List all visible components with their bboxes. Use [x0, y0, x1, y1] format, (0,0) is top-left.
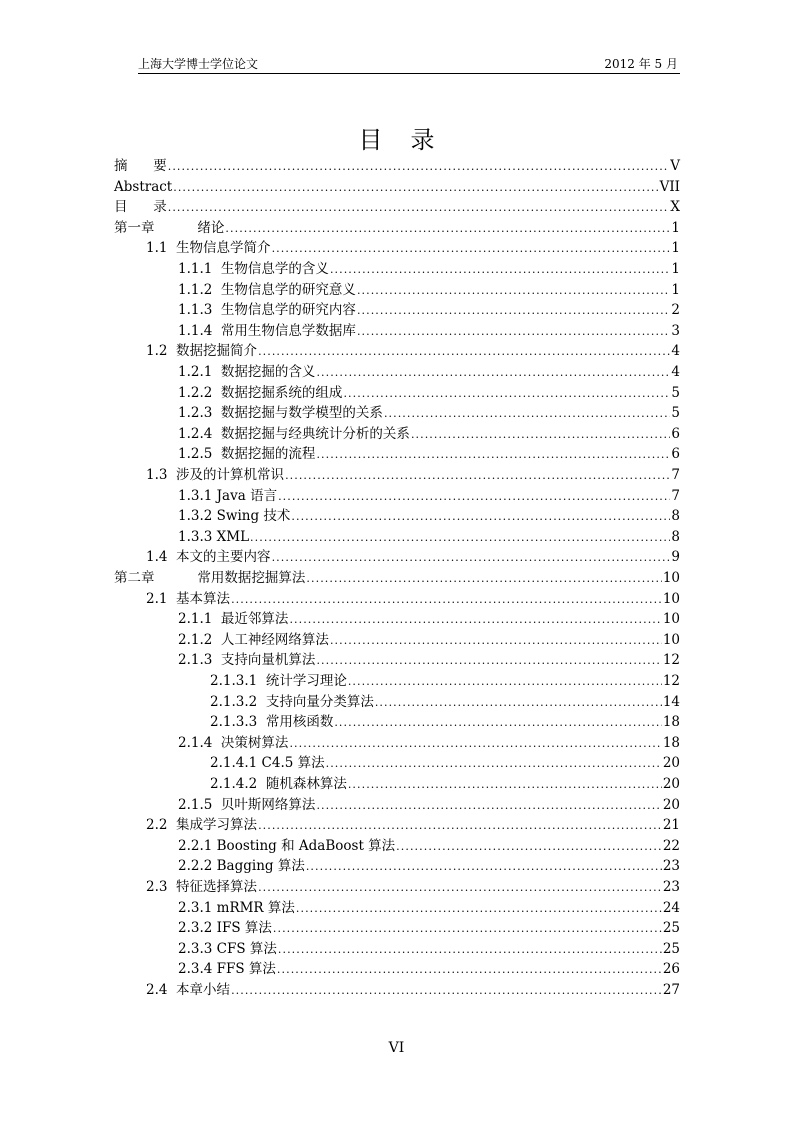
toc-entry-page: 3 — [671, 322, 680, 339]
toc-entry[interactable] — [178, 383, 680, 403]
toc-entry-page: 24 — [662, 899, 680, 916]
toc-entry-page: 2 — [671, 302, 680, 319]
toc-entry-page: 25 — [662, 940, 680, 957]
toc-entry-label: 2.1.5 贝叶斯网络算法 — [178, 796, 316, 813]
toc-entry[interactable] — [178, 486, 680, 506]
toc-entry-label: 摘 要 — [114, 158, 167, 174]
toc-leader-dots — [375, 692, 662, 713]
toc-leader-dots — [168, 156, 670, 177]
toc-entry[interactable] — [114, 218, 680, 238]
toc-entry-page: 23 — [662, 858, 680, 875]
toc-entry[interactable] — [178, 259, 680, 279]
toc-leader-dots — [231, 980, 662, 1001]
toc-leader-dots — [316, 795, 661, 816]
toc-leader-dots — [277, 959, 662, 980]
toc-leader-dots — [231, 589, 662, 610]
toc-entry-page: 18 — [662, 714, 680, 731]
toc-entry-label: 第二章 常用数据挖掘算法 — [114, 570, 306, 586]
toc-entry-page: 7 — [671, 487, 680, 504]
toc-entry[interactable] — [178, 650, 680, 670]
toc-leader-dots — [396, 836, 662, 857]
toc-leader-dots — [357, 321, 670, 342]
toc-entry-label: 2.1.3 支持向量机算法 — [178, 652, 316, 669]
toc-entry-label: 2.3.1 mRMR 算法 — [178, 899, 295, 916]
toc-entry[interactable] — [210, 671, 680, 691]
toc-leader-dots — [258, 815, 662, 836]
toc-entry-label: 1.4 本文的主要内容 — [146, 549, 271, 566]
toc-entry[interactable] — [178, 362, 680, 382]
toc-entry-page: 10 — [662, 611, 680, 628]
toc-entry[interactable] — [146, 877, 680, 897]
toc-entry-label: 1.1.3 生物信息学的研究内容 — [178, 302, 356, 319]
toc-entry-label: 2.4 本章小结 — [146, 982, 231, 998]
toc-leader-dots — [411, 424, 670, 445]
toc-entry[interactable] — [146, 815, 680, 835]
toc-entry-page: 5 — [671, 384, 680, 401]
toc-entry[interactable] — [146, 980, 680, 1000]
toc-entry[interactable] — [178, 506, 680, 526]
toc-entry[interactable] — [178, 898, 680, 918]
toc-entry[interactable] — [114, 177, 680, 197]
toc-leader-dots — [258, 877, 662, 898]
toc-entry-label: 1.2.1 数据挖掘的含义 — [178, 364, 316, 380]
toc-entry-label: 2.1.2 人工神经网络算法 — [178, 631, 329, 648]
toc-entry[interactable] — [178, 424, 680, 444]
toc-leader-dots — [384, 403, 670, 424]
toc-leader-dots — [330, 630, 662, 651]
toc-entry-page: 18 — [662, 734, 680, 751]
toc-entry[interactable] — [178, 939, 680, 959]
toc-leader-dots — [225, 218, 670, 239]
toc-entry-label: 目 录 — [114, 199, 167, 216]
toc-entry-label: 1.2 数据挖掘简介 — [146, 343, 258, 360]
toc-leader-dots — [272, 238, 671, 259]
toc-leader-dots — [316, 650, 661, 671]
toc-entry-label: 1.3.2 Swing 技术 — [178, 508, 291, 525]
toc-entry-page: 1 — [671, 281, 680, 298]
toc-entry-label: 2.1.3.1 统计学习理论 — [210, 673, 347, 689]
toc-entry[interactable] — [178, 300, 680, 320]
thesis-name: 上海大学博士学位论文 — [138, 57, 259, 71]
toc-entry-page: 20 — [662, 776, 680, 792]
toc-entry[interactable] — [178, 280, 680, 300]
page-number: VI — [388, 1040, 405, 1056]
toc-leader-dots — [306, 568, 661, 589]
toc-entry[interactable] — [178, 609, 680, 629]
toc-leader-dots — [272, 547, 671, 568]
toc-leader-dots — [296, 898, 662, 919]
toc-entry[interactable] — [178, 403, 680, 423]
toc-entry-label: 2.1.3.2 支持向量分类算法 — [210, 693, 374, 710]
toc-entry-page: 12 — [662, 652, 680, 669]
toc-entry-page: 1 — [671, 219, 680, 236]
toc-entry[interactable] — [114, 156, 680, 176]
toc-entry-page: 6 — [671, 425, 680, 442]
toc-leader-dots — [258, 341, 670, 362]
toc-entry[interactable] — [178, 795, 680, 815]
toc-entry-page: 23 — [662, 879, 680, 895]
toc-entry-page: 5 — [671, 405, 680, 422]
toc-entry-page: 20 — [662, 755, 680, 772]
toc-entry[interactable] — [210, 753, 680, 773]
toc-entry-page: 4 — [671, 364, 680, 380]
toc-entry-page: 27 — [662, 982, 680, 998]
toc-leader-dots — [278, 939, 662, 960]
toc-leader-dots — [289, 609, 661, 630]
toc-entry-label: 2.3.2 IFS 算法 — [178, 920, 272, 937]
toc-entry-page: 20 — [662, 796, 680, 813]
toc-entry[interactable] — [210, 692, 680, 712]
toc-leader-dots — [285, 465, 670, 486]
toc-leader-dots — [316, 444, 670, 465]
toc-entry-page: 10 — [662, 590, 680, 607]
toc-entry[interactable] — [178, 733, 680, 753]
toc-entry[interactable] — [146, 547, 680, 567]
toc-entry-label: 2.1.4.2 随机森林算法 — [210, 776, 347, 792]
toc-entry-page: 26 — [662, 961, 680, 978]
toc-entry-label: 1.2.2 数据挖掘系统的组成 — [178, 384, 343, 401]
toc-entry-label: 1.3.1 Java 语言 — [178, 487, 278, 504]
toc-entry-page: 10 — [662, 570, 680, 586]
toc-leader-dots — [334, 712, 661, 733]
toc-entry[interactable] — [178, 630, 680, 650]
toc-entry[interactable] — [114, 568, 680, 588]
toc-entry[interactable] — [178, 836, 680, 856]
toc-entry-label: 1.1.1 生物信息学的含义 — [178, 261, 329, 277]
toc-leader-dots — [291, 506, 670, 527]
toc-entry[interactable] — [178, 527, 680, 547]
toc-entry-page: VII — [659, 178, 680, 195]
toc-entry-page: X — [670, 199, 680, 216]
toc-entry-label: 2.1 基本算法 — [146, 590, 231, 607]
toc-entry-label: 2.3.3 CFS 算法 — [178, 940, 277, 957]
toc-entry-label: 2.2 集成学习算法 — [146, 817, 258, 834]
toc-entry-label: 1.2.3 数据挖掘与数学模型的关系 — [178, 405, 383, 422]
toc-entry-label: 2.1.4.1 C4.5 算法 — [210, 755, 325, 772]
toc-leader-dots — [173, 177, 658, 198]
toc-leader-dots — [168, 197, 670, 218]
toc-entry-label: 1.1.2 生物信息学的研究意义 — [178, 281, 356, 298]
toc-entry-page: 6 — [671, 446, 680, 463]
toc-leader-dots — [278, 486, 670, 507]
toc-leader-dots — [306, 856, 662, 877]
toc-leader-dots — [330, 259, 670, 280]
toc-entry-page: 10 — [662, 631, 680, 648]
toc-entry-page: 9 — [671, 549, 680, 566]
thesis-date: 2012 年 5 月 — [604, 57, 678, 71]
toc-entry-page: 14 — [662, 693, 680, 710]
toc-leader-dots — [316, 362, 670, 383]
toc-leader-dots — [348, 671, 662, 692]
toc-entry-label: 1.3 涉及的计算机常识 — [146, 467, 285, 483]
toc-entry-label: 1.3.3 XML — [178, 528, 250, 545]
toc-entry[interactable] — [210, 712, 680, 732]
toc-leader-dots — [348, 774, 662, 795]
toc-entry-page: 22 — [662, 837, 680, 854]
toc-entry-page: 1 — [671, 261, 680, 277]
toc-leader-dots — [273, 918, 662, 939]
toc-entry-label: 2.3.4 FFS 算法 — [178, 961, 276, 978]
page-header — [138, 55, 680, 74]
toc-entry-label: Abstract — [114, 178, 173, 195]
toc-entry-label: 2.1.4 决策树算法 — [178, 734, 289, 751]
toc-entry-label: 1.1 生物信息学简介 — [146, 240, 271, 257]
toc-entry-label: 第一章 绪论 — [114, 219, 225, 236]
toc-entry[interactable] — [178, 444, 680, 464]
page-title: 目录 — [358, 126, 463, 154]
toc-entry-label: 2.2.2 Bagging 算法 — [178, 858, 305, 875]
toc-entry-label: 2.1.3.3 常用核函数 — [210, 714, 334, 731]
toc-entry[interactable] — [178, 856, 680, 876]
toc-leader-dots — [289, 733, 661, 754]
toc-entry-page: 7 — [671, 467, 680, 483]
toc-entry-page: 8 — [671, 528, 680, 545]
toc-entry[interactable] — [178, 321, 680, 341]
toc-entry-label: 1.2.5 数据挖掘的流程 — [178, 446, 316, 463]
toc-entry[interactable] — [210, 774, 680, 794]
toc-entry-page: 21 — [662, 817, 680, 834]
toc-entry-label: 2.1.1 最近邻算法 — [178, 611, 289, 628]
toc-entry-page: 25 — [662, 920, 680, 937]
toc-entry[interactable] — [178, 918, 680, 938]
toc-entry-label: 2.3 特征选择算法 — [146, 879, 258, 895]
toc-entry-label: 1.1.4 常用生物信息学数据库 — [178, 322, 356, 339]
toc-entry-label: 1.2.4 数据挖掘与经典统计分析的关系 — [178, 425, 410, 442]
toc-entry-label: 2.2.1 Boosting 和 AdaBoost 算法 — [178, 837, 396, 854]
toc-leader-dots — [357, 280, 670, 301]
toc-entry[interactable] — [146, 238, 680, 258]
toc-entry-page: V — [670, 158, 680, 174]
toc-entry[interactable] — [146, 341, 680, 361]
toc-entry[interactable] — [146, 589, 680, 609]
toc-leader-dots — [250, 527, 670, 548]
toc-entry[interactable] — [146, 465, 680, 485]
toc-entry[interactable] — [178, 959, 680, 979]
toc-entry-page: 1 — [671, 240, 680, 257]
toc-entry-page: 12 — [662, 673, 680, 689]
toc-leader-dots — [326, 753, 662, 774]
toc-leader-dots — [343, 383, 670, 404]
toc-entry-page: 4 — [671, 343, 680, 360]
toc-leader-dots — [357, 300, 670, 321]
toc-entry[interactable] — [114, 197, 680, 217]
toc-entry-page: 8 — [671, 508, 680, 525]
